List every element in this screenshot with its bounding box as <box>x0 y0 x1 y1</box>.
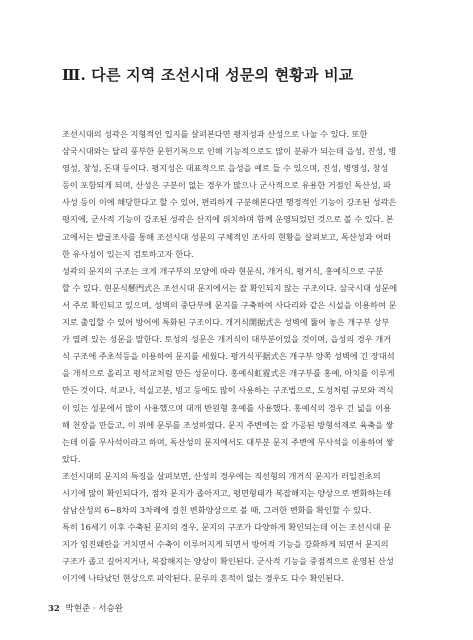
text-line: 는데 이를 무사석이라고 하며, 독산성의 문지에서도 대부분 문지 주변에 무사석을 이용하여 쌓 <box>62 436 394 447</box>
text-line: 고에서는 발굴조사를 통해 조선시대 성문의 구체적인 조사의 현황을 살펴보고, 독산성과 어떠 <box>62 231 392 242</box>
text-line: 삼남산성의 6~8차의 3차례에 걸친 변화양상으로 볼 때, 그러한 변화를 확인할 수 있다. <box>62 505 372 516</box>
text-line: 았다. <box>62 453 81 464</box>
text-line: 지가 임진왜란을 거치면서 수축이 이루어지게 되면서 방어적 기능을 강화하게 되면서 문지의 <box>62 539 389 550</box>
text-line: 지로 출입할 수 있어 방어에 특화된 구조이다. 개거식開据式은 성벽에 뚫어 놓은 개구부 상부 <box>62 317 390 328</box>
text-line: 을 개석으로 올리고 평석교처럼 만든 성문이다. 홍예식虹霓式은 개구부를 홍예, 아치를 이루게 <box>62 368 395 379</box>
footer-authors: 박현준 · 서승완 <box>65 604 123 614</box>
text-line: 할 수 있다. 현문식懸門式은 조선시대 문지에서는 잘 확인되지 않는 구조이다. 삼국시대 성문에 <box>62 282 398 293</box>
text-line: 사성 등이 이에 해당한다고 할 수 있어, 편리하게 구분해본다면 행정적인 기능이 강조된 성곽은 <box>62 197 397 208</box>
text-line: 삼국시대와는 달리 풍부한 문헌기록으로 인해 기능적으로도 많이 분류가 되는데 읍성, 진성, 병 <box>62 146 397 157</box>
text-line: 이 있는 성문에서 많이 사용했으며 대개 반원형 홍예를 사용했다. 홍예식의 경우 긴 넓을 이용 <box>62 402 392 413</box>
text-line: 평지에, 군사적 기능이 강조된 성곽은 산지에 위치하며 함께 운영되었던 것으로 볼 수 있다. 본 <box>62 214 394 225</box>
text-line: 이기에 나타났던 현상으로 파악된다. 문루의 흔적이 없는 경우도 다수 확인된다. <box>62 573 344 584</box>
text-line: 식 구조에 주초석등을 이용하여 문지를 세웠다. 평거식平据式은 개구부 양쪽 성벽에 긴 장대석 <box>62 351 395 362</box>
text-line: 가 열려 있는 성문을 말한다. 토성의 성문은 개거식이 대부분이었을 것이며, 읍성의 경우 개거 <box>62 334 392 345</box>
text-line: 해 천장을 만들고, 이 위에 문루를 조성하였다. 문지 주변에는 잘 가공된 방형석재로 육축을 쌓 <box>62 419 394 430</box>
text-line: 서 주로 확인되고 있으며, 성벽의 중단부에 문지를 구축하여 사다리와 같은 시설을 이용하여 문 <box>62 299 397 310</box>
text-line: 성곽의 문지의 구조는 크게 개구부의 모양에 따라 현문식, 개거식, 평거식, 홍예식으로 구분 <box>62 265 384 276</box>
page-footer <box>48 602 123 614</box>
body-text <box>62 126 412 588</box>
text-line: 영성, 창성, 돈대 등이다. 평지성은 대표적으로 읍성을 예로 들 수 있으며, 진성, 병영성, 창성 <box>62 163 389 174</box>
paragraph-1 <box>62 126 412 263</box>
section-heading: Ⅲ. 다른 지역 조선시대 성문의 현황과 비교 <box>62 66 354 84</box>
page-number: 32 <box>48 604 60 614</box>
text-line: 등이 포함되게 되며, 산성은 구분이 없는 경우가 많으나 군사적으로 유용한 거점인 독산성, 파 <box>62 180 392 191</box>
text-line: 구조가 좁고 길어지거나, 복잡해지는 양상이 확인된다. 군사적 기능을 중점적으로 운영된 산성 <box>62 556 394 567</box>
text-line: 만든 것이다. 석교나, 석실고분, 빙고 등에도 많이 사용하는 구조법으로, 도성처럼 규모와 격식 <box>62 385 394 396</box>
text-line: 조선시대의 성곽은 지형적인 입지를 살펴본다면 평지성과 산성으로 나눌 수 있다. 또한 <box>62 129 368 139</box>
paragraph-3 <box>62 468 412 588</box>
paragraph-2 <box>62 263 412 468</box>
text-line: 특히 16세기 이후 수축된 문지의 경우, 문지의 구조가 다양하게 확인되는데 이는 조선시대 문 <box>62 522 391 533</box>
text-line: 한 유사성이 있는지 검토하고자 한다. <box>62 248 194 259</box>
text-line: 조선시대의 문지의 특징을 살펴보면, 산성의 경우에는 직선형의 개거식 문지가 러일전초의 <box>62 470 381 481</box>
text-line: 시기에 많이 확인되다가, 점차 문지가 좁아지고, 평면형태가 복잡해지는 양상으로 변화하는데 <box>62 487 392 498</box>
